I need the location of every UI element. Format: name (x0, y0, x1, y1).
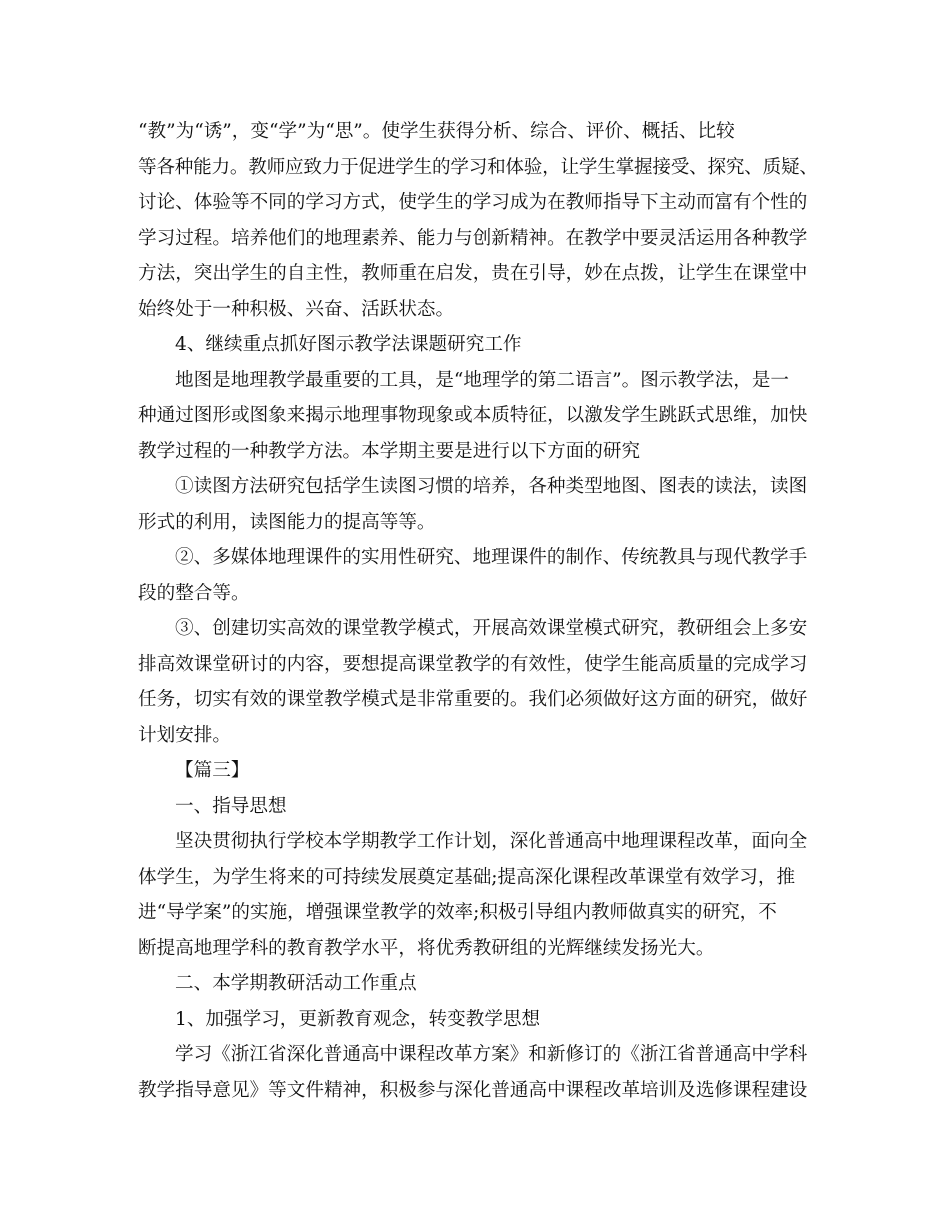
paragraph-line: 断提高地理学科的教育教学水平，将优秀教研组的光辉继续发扬光大。 (138, 937, 715, 959)
paragraph-line: 段的整合等。 (138, 582, 250, 604)
section-heading-line: 【篇三】 (175, 760, 250, 781)
paragraph-line: ②、多媒体地理课件的实用性研究、地理课件的制作、传统教具与现代教学手 (175, 547, 808, 568)
paragraph-line: 计划安排。 (138, 724, 231, 746)
paragraph-line: 形式的利用，读图能力的提高等等。 (138, 511, 436, 533)
section-heading-line: 4、继续重点抓好图示教学法课题研究工作 (175, 334, 522, 355)
paragraph-line: ③、创建切实高效的课堂教学模式，开展高效课堂模式研究，教研组会上多安 (175, 618, 808, 639)
paragraph-line: 排高效课堂研讨的内容，要想提高课堂教学的有效性，使学生能高质量的完成学习 (138, 653, 808, 675)
paragraph-line: “教”为“诱”，变“学”为“思”。使学生获得分析、综合、评价、概括、比较 (138, 121, 735, 142)
paragraph-line: 任务，切实有效的课堂教学模式是非常重要的。我们必须做好这方面的研究，做好 (138, 689, 808, 710)
document-body (138, 114, 818, 1108)
paragraph-line: 教学过程的一种教学方法。本学期主要是进行以下方面的研究 (138, 440, 641, 462)
paragraph-line: 学习《浙江省深化普通高中课程改革方案》和新修订的《浙江省普通高中学科 (175, 1044, 808, 1065)
paragraph-line: 地图是地理教学最重要的工具，是“地理学的第二语言”。图示教学法，是一 (175, 369, 790, 391)
section-heading-line: 一、指导思想 (175, 795, 287, 817)
section-heading-line: 二、本学期教研活动工作重点 (175, 973, 417, 994)
paragraph-line: 种通过图形或图象来揭示地理事物现象或本质特征，以激发学生跳跃式思维，加快 (138, 405, 808, 426)
paragraph-line: 进“导学案”的实施，增强课堂教学的效率;积极引导组内教师做真实的研究，不 (138, 902, 777, 923)
paragraph-line: 教学指导意见》等文件精神，积极参与深化普通高中课程改革培训及选修课程建设 (138, 1079, 808, 1101)
paragraph-line: 等各种能力。教师应致力于促进学生的学习和体验，让学生掌握接受、探究、质疑、 (138, 156, 818, 178)
section-heading-line: 1、加强学习，更新教育观念，转变教学思想 (175, 1008, 541, 1030)
paragraph-line: 方法，突出学生的自主性，教师重在启发，贵在引导，妙在点拨，让学生在课堂中 (138, 263, 808, 284)
paragraph-line: ①读图方法研究包括学生读图习惯的培养，各种类型地图、图表的读法，读图 (175, 476, 808, 497)
paragraph-line: 学习过程。培养他们的地理素养、能力与创新精神。在教学中要灵活运用各种教学 (138, 227, 808, 249)
paragraph-line: 坚决贯彻执行学校本学期教学工作计划，深化普通高中地理课程改革，面向全 (175, 831, 808, 852)
paragraph-line: 讨论、体验等不同的学习方式，使学生的学习成为在教师指导下主动而富有个性的 (138, 192, 808, 213)
paragraph-line: 体学生，为学生将来的可持续发展奠定基础;提高深化课程改革课堂有效学习，推 (138, 866, 796, 888)
paragraph-line: 始终处于一种积极、兴奋、活跃状态。 (138, 298, 455, 320)
